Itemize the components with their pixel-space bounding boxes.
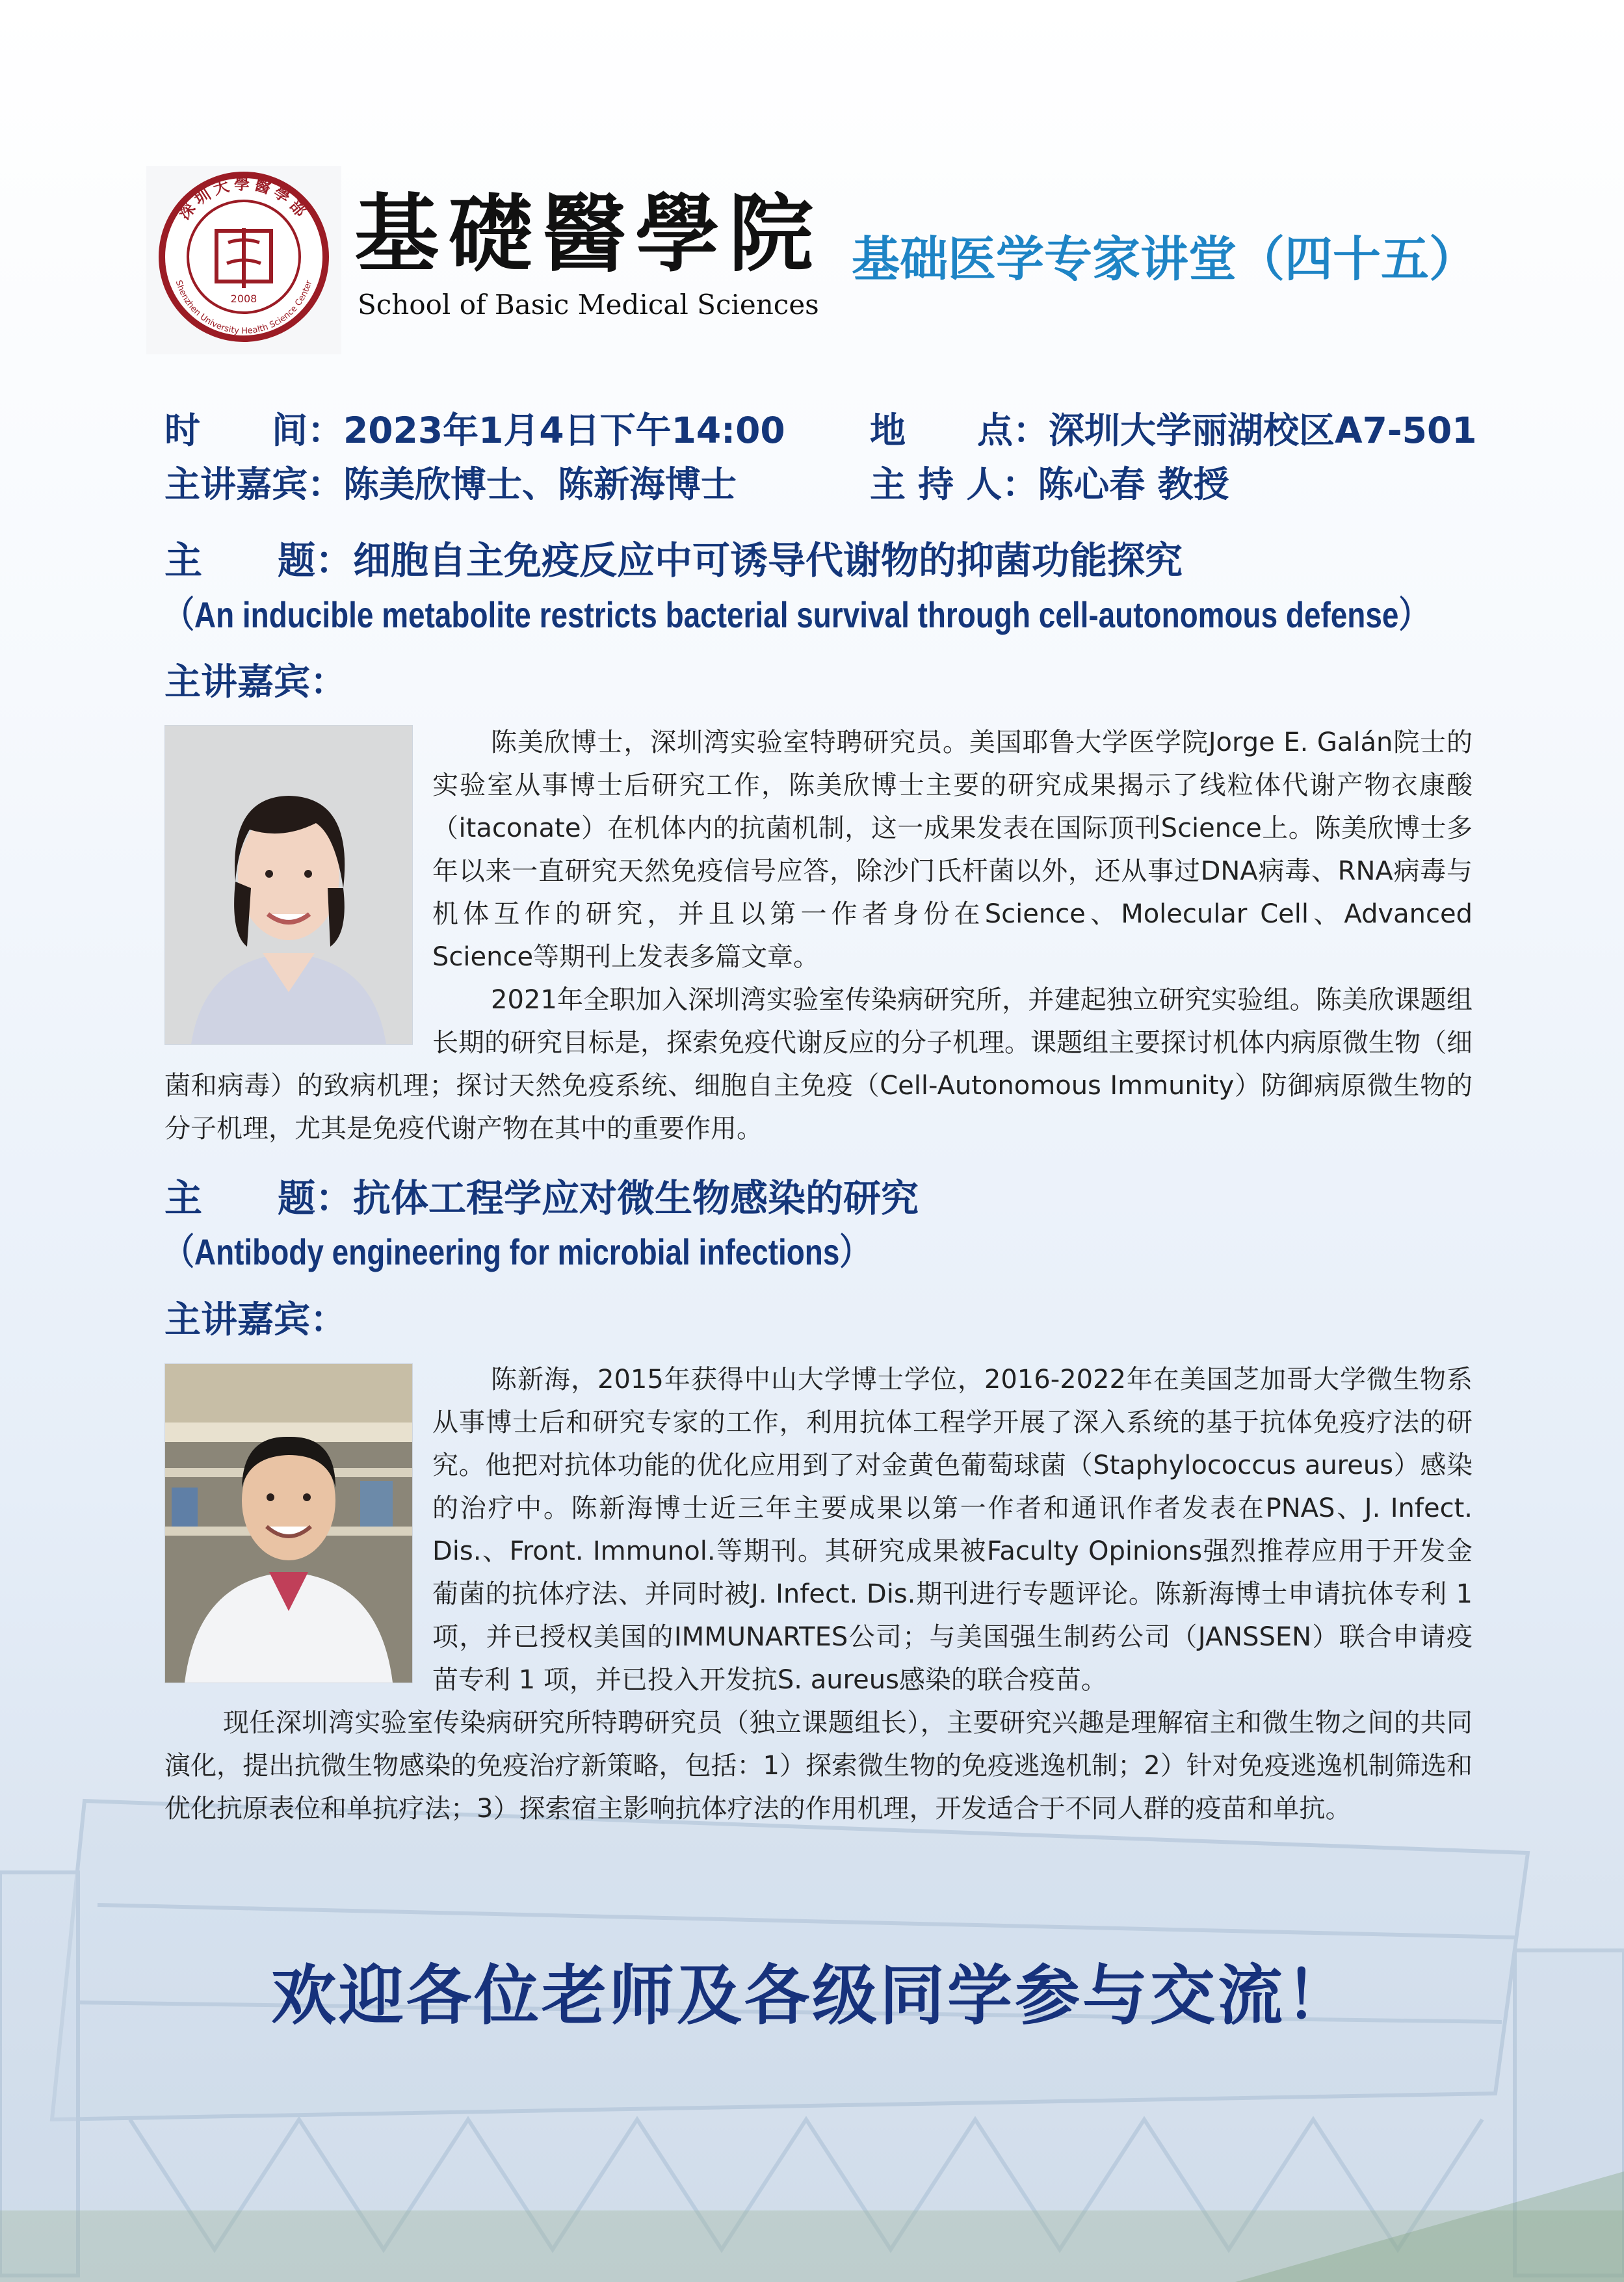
talk2-speaker-heading: 主讲嘉宾：: [164, 1299, 347, 1341]
place-value: 深圳大学丽湖校区A7-501: [1049, 410, 1477, 451]
talk2-bio-block: [164, 1358, 1473, 1830]
talk1-topic-english: （An inducible metabolite restricts bacterial survival through cell-autonomous defense）: [164, 594, 1429, 635]
logo-text-bottom: Shenzhen University Health Science Center: [173, 279, 315, 337]
talk1-bio-paragraph-2: 2021年全职加入深圳湾实验室传染病研究所，并建起独立研究实验组。陈美欣课题组长期的研究目标是，探索免疫代谢反应的分子机理。课题组主要探讨机体内病原微生物（细菌和病毒）的致病机理；探讨天然免疫系统、细胞自主免疫（Cell-Autonomous Immunity）防御病原微生物的分子机理，尤其是免疫代谢产物在其中的重要作用。: [164, 985, 1473, 1144]
speakers-row: [164, 464, 737, 505]
welcome-banner: 欢迎各位老师及各级同学参与交流！: [271, 1958, 1353, 2034]
school-name-chinese: 基礎醫學院: [354, 184, 823, 283]
lecture-series-title: 基础医学专家讲堂（四十五）: [852, 231, 1477, 287]
time-label: 时 间：: [164, 410, 344, 451]
speakers-value: 陈美欣博士、陈新海博士: [343, 464, 737, 505]
talk1-bio-continued: [164, 978, 1473, 1150]
talk1-topic-label: 主 题：: [164, 538, 354, 583]
talk1-bio-wrapped-text: [432, 721, 1473, 978]
talk2-topic: [164, 1176, 919, 1220]
talk2-bio-paragraph-2: 现任深圳湾实验室传染病研究所特聘研究员（独立课题组长），主要研究兴趣是理解宿主和微生物之间的共同演化，提出抗微生物感染的免疫治疗新策略，包括：1）探索微生物的免疫逃逸机制；2）针对免疫逃逸机制筛选和优化抗原表位和单抗疗法；3）探索宿主影响抗体疗法的作用机理，开发适合于不同人群的疫苗和单抗。: [164, 1708, 1473, 1824]
speakers-label: 主讲嘉宾：: [164, 464, 344, 505]
place-row: [870, 410, 1477, 451]
school-logo: [146, 166, 341, 354]
talk2-bio-paragraph-1: 陈新海，2015年获得中山大学博士学位，2016-2022年在美国芝加哥大学微生物系从事博士后和研究专家的工作，利用抗体工程学开展了深入系统的基于抗体免疫疗法的研究。他把对抗体功能的优化应用到了对金黄色葡萄球菌（Staphylococcus aureus）感染的治疗中。陈新海博士近三年主要成果以第一作者和通讯作者发表在PNAS、J. Infect. Dis.、Front. Immunol.等期刊。其研究成果被Faculty Opinions强烈推荐应用于开发金葡菌的抗体疗法、并同时被J. Infect. Dis.期刊进行专题评论。陈新海博士申请抗体专利 1 项，并已授权美国的IMMUNARTES公司；与美国强生制药公司（JANSSEN）联合申请疫苗专利 1 项，并已投入开发抗S. aureus感染的联合疫苗。: [432, 1365, 1473, 1695]
host-label: 主 持 人：: [870, 464, 1038, 505]
talk2-topic-label: 主 题：: [164, 1176, 354, 1220]
host-value: 陈心春 教授: [1038, 464, 1229, 505]
time-value: 2023年1月4日下午14:00: [343, 410, 785, 451]
talk1-topic-chinese: 细胞自主免疫反应中可诱导代谢物的抑菌功能探究: [353, 538, 1183, 583]
talk1-bio-paragraph-1: 陈美欣博士，深圳湾实验室特聘研究员。美国耶鲁大学医学院Jorge E. Galán院士的实验室从事博士后研究工作，陈美欣博士主要的研究成果揭示了线粒体代谢产物衣康酸（itaconate）在机体内的抗菌机制，这一成果发表在国际顶刊Science上。陈美欣博士多年以来一直研究天然免疫信号应答，除沙门氏杆菌以外，还从事过DNA病毒、RNA病毒与机体互作的研究，并且以第一作者身份在Science、Molecular Cell、Advanced Science等期刊上发表多篇文章。: [432, 728, 1473, 972]
talk1-topic: [164, 538, 1183, 583]
place-label: 地 点：: [870, 410, 1049, 451]
logo-text-top: 深圳大學醫學部: [174, 174, 313, 223]
talk2-topic-chinese: 抗体工程学应对微生物感染的研究: [353, 1176, 919, 1220]
talk2-topic-english: （Antibody engineering for microbial infections）: [164, 1231, 870, 1272]
school-name-english: School of Basic Medical Sciences: [358, 289, 819, 321]
talk1-speaker-heading: 主讲嘉宾：: [164, 661, 347, 703]
logo-year: 2008: [230, 293, 257, 305]
time-row: [164, 410, 785, 451]
host-row: [870, 464, 1229, 505]
